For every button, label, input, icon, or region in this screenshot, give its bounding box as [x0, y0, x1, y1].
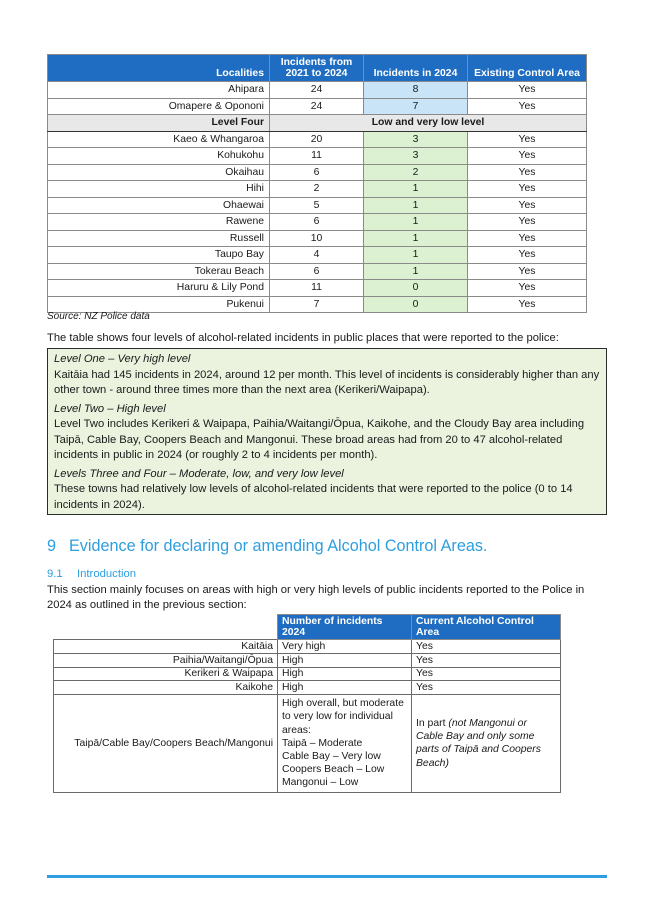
incidents-2021-cell: 2 [270, 181, 364, 198]
incidents-2024-cell: 7 [364, 98, 468, 115]
section-9-1-number: 9.1 [47, 568, 63, 580]
table-row [54, 653, 561, 667]
section-9-title: Evidence for declaring or amending Alcohol Control Areas. [69, 537, 488, 555]
locality-cell: Omapere & Opononi [48, 98, 270, 115]
col-current-control-area: Current Alcohol Control Area [412, 615, 561, 640]
table-row [48, 181, 587, 198]
incidents-2021-cell: 6 [270, 164, 364, 181]
control-area-table [53, 614, 561, 793]
incidents-2021-cell: 4 [270, 247, 364, 264]
locality-cell: Pukenui [48, 296, 270, 313]
incident-level-cell: High [278, 681, 412, 695]
level-two-title: Level Two – High level [54, 402, 166, 415]
level-one-text: Kaitāia had 145 incidents in 2024, around 12 per month. This level of incidents is considerably higher than any other town - around three times more than the next area (Kerikeri/Waipapa). [54, 368, 600, 396]
section-9-1-heading [47, 568, 136, 580]
locality-cell: Ohaewai [48, 197, 270, 214]
col-number-of-incidents: Number of incidents 2024 [278, 615, 412, 640]
incidents-2021-cell: 24 [270, 82, 364, 99]
locality-cell: Kaeo & Whangaroa [48, 131, 270, 148]
section-9-number: 9 [47, 537, 57, 555]
table-row [48, 280, 587, 297]
incidents-2024-cell: 1 [364, 181, 468, 198]
control-area-note: (not Mangonui or Cable Bay and only some parts of Taipā and Coopers Beach) [416, 717, 541, 769]
table-row [48, 82, 587, 99]
control-area-cell: Yes [468, 181, 587, 198]
table-row [48, 197, 587, 214]
table-row [54, 695, 561, 792]
locality-cell: Haruru & Lily Pond [48, 280, 270, 297]
level-four-label: Level Four [48, 115, 270, 132]
level-three-four-title: Levels Three and Four – Moderate, low, and very low level [54, 467, 344, 480]
incidents-2024-cell: 1 [364, 214, 468, 231]
incidents-2021-cell: 24 [270, 98, 364, 115]
locality-cell: Hihi [48, 181, 270, 198]
table-row [48, 230, 587, 247]
incidents-2021-cell: 6 [270, 214, 364, 231]
section-9-1-title: Introduction [77, 568, 137, 580]
locality-cell: Taipā/Cable Bay/Coopers Beach/Mangonui [54, 695, 278, 792]
control-area-prefix: In part [416, 717, 449, 729]
control-area-cell: Yes [412, 667, 561, 681]
locality-cell: Okaihau [48, 164, 270, 181]
control-area-cell: Yes [412, 681, 561, 695]
incident-level-cell: Very high [278, 640, 412, 654]
incidents-2021-cell: 10 [270, 230, 364, 247]
level-three-four-text: These towns had relatively low levels of alcohol-related incidents that were reported to the police (0 to 14 incidents in 2024). [54, 483, 573, 511]
locality-cell: Russell [48, 230, 270, 247]
control-area-cell: Yes [468, 148, 587, 165]
table-row [48, 148, 587, 165]
incident-level-line: Coopers Beach – Low [282, 764, 385, 776]
table-row [48, 98, 587, 115]
incident-level-line: High overall, but moderate to very low for individual areas: [282, 698, 404, 736]
control-area-cell: Yes [468, 230, 587, 247]
table-row [48, 131, 587, 148]
control-area-cell: Yes [468, 82, 587, 99]
incidents-2024-cell: 1 [364, 230, 468, 247]
incidents-2021-cell: 11 [270, 148, 364, 165]
incident-level-cell [278, 695, 412, 792]
table-row [48, 164, 587, 181]
incidents-2024-cell: 3 [364, 131, 468, 148]
incidents-table [47, 54, 587, 313]
incidents-2024-cell: 1 [364, 247, 468, 264]
incidents-2024-cell: 0 [364, 296, 468, 313]
incidents-table-header [48, 55, 587, 82]
incident-level-line: Cable Bay – Very low [282, 751, 381, 762]
locality-cell: Kerikeri & Waipapa [54, 667, 278, 681]
control-area-cell: Yes [468, 280, 587, 297]
level-two-text: Level Two includes Kerikeri & Waipapa, Paihia/Waitangi/Ōpua, Kaikohe, and the Cloudy Bay area including Taipā, Cable Bay, Coopers Beach and Mangonui. These broad areas had from 20 to 47 alcohol-related incidents in public in 2024 (or roughly 2 to 4 incidents per month). [54, 418, 585, 461]
control-area-cell: Yes [468, 98, 587, 115]
locality-cell: Tokerau Beach [48, 263, 270, 280]
incidents-2021-cell: 20 [270, 131, 364, 148]
incidents-2021-cell: 6 [270, 263, 364, 280]
source-note: Source: NZ Police data [47, 311, 150, 322]
table-row [54, 640, 561, 654]
incidents-2024-cell: 1 [364, 263, 468, 280]
locality-cell: Kohukohu [48, 148, 270, 165]
locality-cell: Taupo Bay [48, 247, 270, 264]
levels-summary-box [47, 348, 607, 515]
control-area-cell: Yes [468, 164, 587, 181]
control-area-cell: Yes [468, 214, 587, 231]
col-incidents-2021-2024: Incidents from 2021 to 2024 [270, 55, 364, 82]
level-four-description: Low and very low level [270, 115, 587, 132]
incidents-2021-cell: 11 [270, 280, 364, 297]
table-row [54, 681, 561, 695]
incident-level-line: Taipā – Moderate [282, 737, 363, 749]
incidents-2024-cell: 0 [364, 280, 468, 297]
table-row [54, 667, 561, 681]
incident-level-line: Mangonui – Low [282, 777, 359, 789]
incidents-2024-cell: 2 [364, 164, 468, 181]
incidents-2024-cell: 1 [364, 197, 468, 214]
intro-text: The table shows four levels of alcohol-related incidents in public places that were reported to the police: [47, 332, 559, 344]
section-9-heading [47, 537, 487, 556]
control-area-cell: Yes [412, 640, 561, 654]
level-one-title: Level One – Very high level [54, 353, 191, 365]
incidents-2021-cell: 5 [270, 197, 364, 214]
footer-rule [47, 875, 607, 878]
table-row [48, 214, 587, 231]
control-area-cell: Yes [468, 247, 587, 264]
incidents-2024-cell: 8 [364, 82, 468, 99]
control-area-cell: Yes [412, 653, 561, 667]
locality-cell: Rawene [48, 214, 270, 231]
col-locality-blank [54, 615, 278, 640]
locality-cell: Paihia/Waitangi/Ōpua [54, 653, 278, 667]
locality-cell: Kaikohe [54, 681, 278, 695]
level-four-row [48, 115, 587, 132]
incidents-2024-cell: 3 [364, 148, 468, 165]
section-9-1-paragraph: This section mainly focuses on areas with high or very high levels of public incidents reported to the Police in 2024 as outlined in the previous section: [47, 584, 585, 612]
locality-cell: Ahipara [48, 82, 270, 99]
col-incidents-2024: Incidents in 2024 [364, 55, 468, 82]
control-area-cell: Yes [468, 197, 587, 214]
table-row [48, 263, 587, 280]
col-localities: Localities [48, 55, 270, 82]
control-area-cell: Yes [468, 131, 587, 148]
control-area-cell [412, 695, 561, 792]
incident-level-cell: High [278, 653, 412, 667]
incident-level-cell: High [278, 667, 412, 681]
incidents-2021-cell: 7 [270, 296, 364, 313]
table-row [48, 247, 587, 264]
control-area-cell: Yes [468, 263, 587, 280]
locality-cell: Kaitāia [54, 640, 278, 654]
control-area-cell: Yes [468, 296, 587, 313]
control-area-table-header [54, 615, 561, 640]
col-existing-control-area: Existing Control Area [468, 55, 587, 82]
